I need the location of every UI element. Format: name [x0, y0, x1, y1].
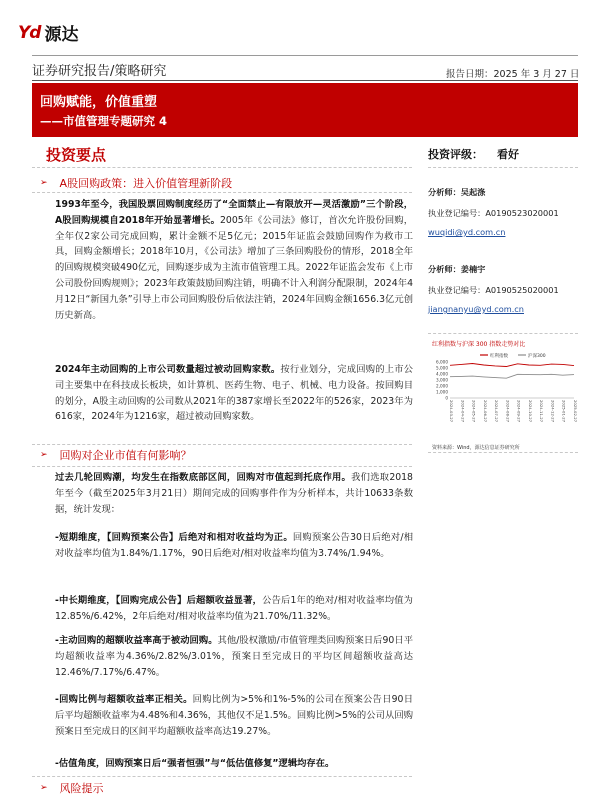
- rating-label: 投资评级：: [428, 148, 483, 161]
- cert-label: 执业登记编号：: [428, 208, 486, 218]
- report-title: 回购赋能，价值重塑: [40, 95, 158, 110]
- paragraph-6-body: 其他/股权激励/市值管理类回购预案日后90日平均超额收益率为4.36%/2.82%/3.01%，预案日至完成日的平均区间超额收益高达12.46%/7.17%/6.47%。: [55, 635, 413, 678]
- x-tick-label: 2024-07-27: [494, 400, 500, 423]
- section-arrow-icon: ➢: [40, 783, 48, 793]
- x-tick-label: 2024-08-27: [505, 400, 511, 423]
- paragraph-5-lead: -中长期维度，【回购完成公告】后超额收益显著，: [55, 595, 263, 606]
- cert-number: A0190523020001: [485, 208, 559, 218]
- section-divider: [32, 776, 412, 777]
- investment-rating: [428, 146, 519, 162]
- x-tick-label: 2024-10-27: [527, 400, 533, 423]
- report-subtitle: ——市值管理专题研究 4: [40, 114, 168, 128]
- section-title: 风险提示: [59, 782, 104, 795]
- x-tick-label: 2024-04-27: [460, 400, 466, 423]
- chart-source: 资料来源：Wind，源达信息证券研究所: [432, 445, 520, 451]
- paragraph-3: [55, 470, 413, 517]
- header-divider-2: [32, 80, 578, 81]
- y-tick-label: 3,000: [436, 377, 448, 383]
- paragraph-2-body: 按行业划分，完成回购的上市公司主要集中在科技成长板块，如计算机、医药生物、电子、机械、电力设备。按回购目的划分，A股主动回购的公司数从2021年的387家增长至2022年的526家，2023年为616家，2024年为1216家，超过被动回购家数。: [55, 364, 413, 423]
- x-tick-label: 2024-03-27: [449, 400, 454, 423]
- section-divider: [32, 466, 412, 467]
- y-tick-label: 2,000: [436, 383, 448, 389]
- legend-label: 红利指数: [490, 354, 508, 359]
- paragraph-2: [55, 362, 413, 425]
- x-tick-label: 2024-12-27: [550, 400, 556, 423]
- section-title: A股回购政策：进入价值管理新阶段: [59, 177, 233, 190]
- logo-mark: Yd: [18, 22, 41, 43]
- paragraph-1-body: 2005年《公司法》修订，首次允许股份回购，全年仅2家公司完成回购，累计金额不足5亿元；2015年证监会鼓励回购作为救市工具，回购金额增长；2018年10月，《公司法》增加了三条回购股份的情形，2018全年的回购规模突破490亿元，回购逐步成为主流市值管理工具。2022年证监会发布《上市公司股份回购规则》；2023年政策鼓励回购注销，明确不计入利润分配限制，2024年4月12日“新国九条”引导上市公司回购股份后依法注销，2024年回购金额1656.3亿元创历史新高。: [55, 214, 413, 321]
- paragraph-8-lead: -估值角度，回购预案日后“强者恒强”与“低估值修复”逻辑均存在。: [55, 758, 335, 769]
- logo-text: 源达: [44, 25, 79, 45]
- x-tick-label: 2024-11-27: [539, 400, 545, 423]
- x-tick-label: 2025-01-27: [561, 400, 567, 423]
- paragraph-1-lead: 1993年至今，我国股票回购制度经历了“全面禁止—有限放开—灵活激励”三个阶段，A股回购规模自2018年开始显著增长。: [55, 199, 413, 226]
- paragraph-7-body: 回购比例为>5%和1%-5%的公司在预案公告日90日后平均超额收益率为4.48%和4.36%，其他仅不足1.5%。回购比例>5%的公司从回购预案日至完成日的区间平均超额收益率高达19.27%。: [55, 694, 413, 737]
- logo: [18, 20, 78, 45]
- section-title: 回购对企业市值有何影响？: [59, 449, 192, 462]
- legend-label: 沪深300: [528, 354, 546, 359]
- paragraph-3-body: 我们选取2018年至今（截至2025年3月21日）期间完成的回购事件作为分析样本，共计10633条数据，统计发现：: [55, 472, 413, 515]
- paragraph-4-body: 回购预案公告30日后绝对/相对收益率均值为1.84%/1.17%，90日后绝对/相对收益率均值为3.74%/1.94%。: [55, 532, 413, 559]
- paragraph-2-lead: 2024年主动回购的上市公司数量超过被动回购家数。: [55, 364, 281, 375]
- section-divider: [32, 192, 412, 193]
- paragraph-7: [55, 692, 413, 739]
- report-date: 报告日期：2025 年 3 月 27 日: [446, 69, 580, 80]
- header-divider: [32, 55, 578, 56]
- line-chart: [428, 350, 578, 446]
- y-tick-label: 0: [445, 395, 448, 401]
- divider-line: [32, 167, 412, 168]
- paragraph-7-lead: -回购比例与超额收益率正相关。: [55, 694, 193, 705]
- analyst-email-link[interactable]: wuqidi@yd.com.cn: [428, 227, 506, 237]
- paragraph-6: [55, 633, 413, 680]
- paragraph-3-lead: 过去几轮回购潮，均发生在指数底部区间，回购对市值起到托底作用。: [55, 472, 352, 483]
- key-points-title: 投资要点: [46, 146, 107, 164]
- chart-divider: [428, 452, 578, 453]
- paragraph-4-lead: -短期维度，【回购预案公告】后绝对和相对收益均为正。: [55, 532, 293, 543]
- paragraph-5: [55, 593, 413, 625]
- section-heading: [40, 447, 192, 463]
- section-heading: [40, 175, 232, 191]
- chart-divider: [428, 333, 578, 334]
- series-line: [450, 374, 574, 378]
- y-tick-label: 1,000: [436, 389, 448, 395]
- cert-label: 执业登记编号：: [428, 285, 486, 295]
- section-heading: [40, 780, 104, 796]
- y-tick-label: 6,000: [436, 359, 448, 365]
- analyst-name: 吴起涤: [460, 187, 486, 197]
- paragraph-1: [55, 197, 413, 323]
- paragraph-4: [55, 530, 413, 562]
- sidebar-divider: [428, 167, 578, 168]
- chart-container: [428, 350, 578, 446]
- paragraph-8: [55, 756, 413, 772]
- analyst-label: 分析师：: [428, 187, 461, 197]
- y-tick-label: 4,000: [436, 371, 448, 377]
- rating-value: 看好: [497, 148, 519, 161]
- y-tick-label: 5,000: [436, 365, 448, 371]
- cert-number: A0190525020001: [485, 285, 559, 295]
- paragraph-6-lead: -主动回购的超额收益率高于被动回购。: [55, 635, 218, 646]
- x-tick-label: 2024-05-27: [471, 400, 477, 423]
- analyst-name: 姜楠宇: [460, 264, 486, 274]
- x-tick-label: 2025-02-27: [573, 400, 578, 423]
- analyst-label: 分析师：: [428, 264, 461, 274]
- section-divider: [32, 444, 412, 445]
- x-tick-label: 2024-06-27: [482, 400, 488, 423]
- section-arrow-icon: ➢: [40, 178, 48, 188]
- series-line: [450, 364, 574, 367]
- section-arrow-icon: ➢: [40, 450, 48, 460]
- analyst-card: [428, 263, 559, 316]
- analyst-card: [428, 186, 559, 239]
- paragraph-5-body: 公告后1年的绝对/相对收益率均值为12.85%/6.42%，2年后绝对/相对收益率均值为21.70%/11.32%。: [55, 595, 413, 622]
- report-category: 证券研究报告/策略研究: [32, 64, 167, 79]
- analyst-email-link[interactable]: jiangnanyu@yd.com.cn: [428, 304, 524, 314]
- chart-caption: 红利指数与沪深 300 指数走势对比: [432, 341, 526, 348]
- x-tick-label: 2024-09-27: [516, 400, 522, 423]
